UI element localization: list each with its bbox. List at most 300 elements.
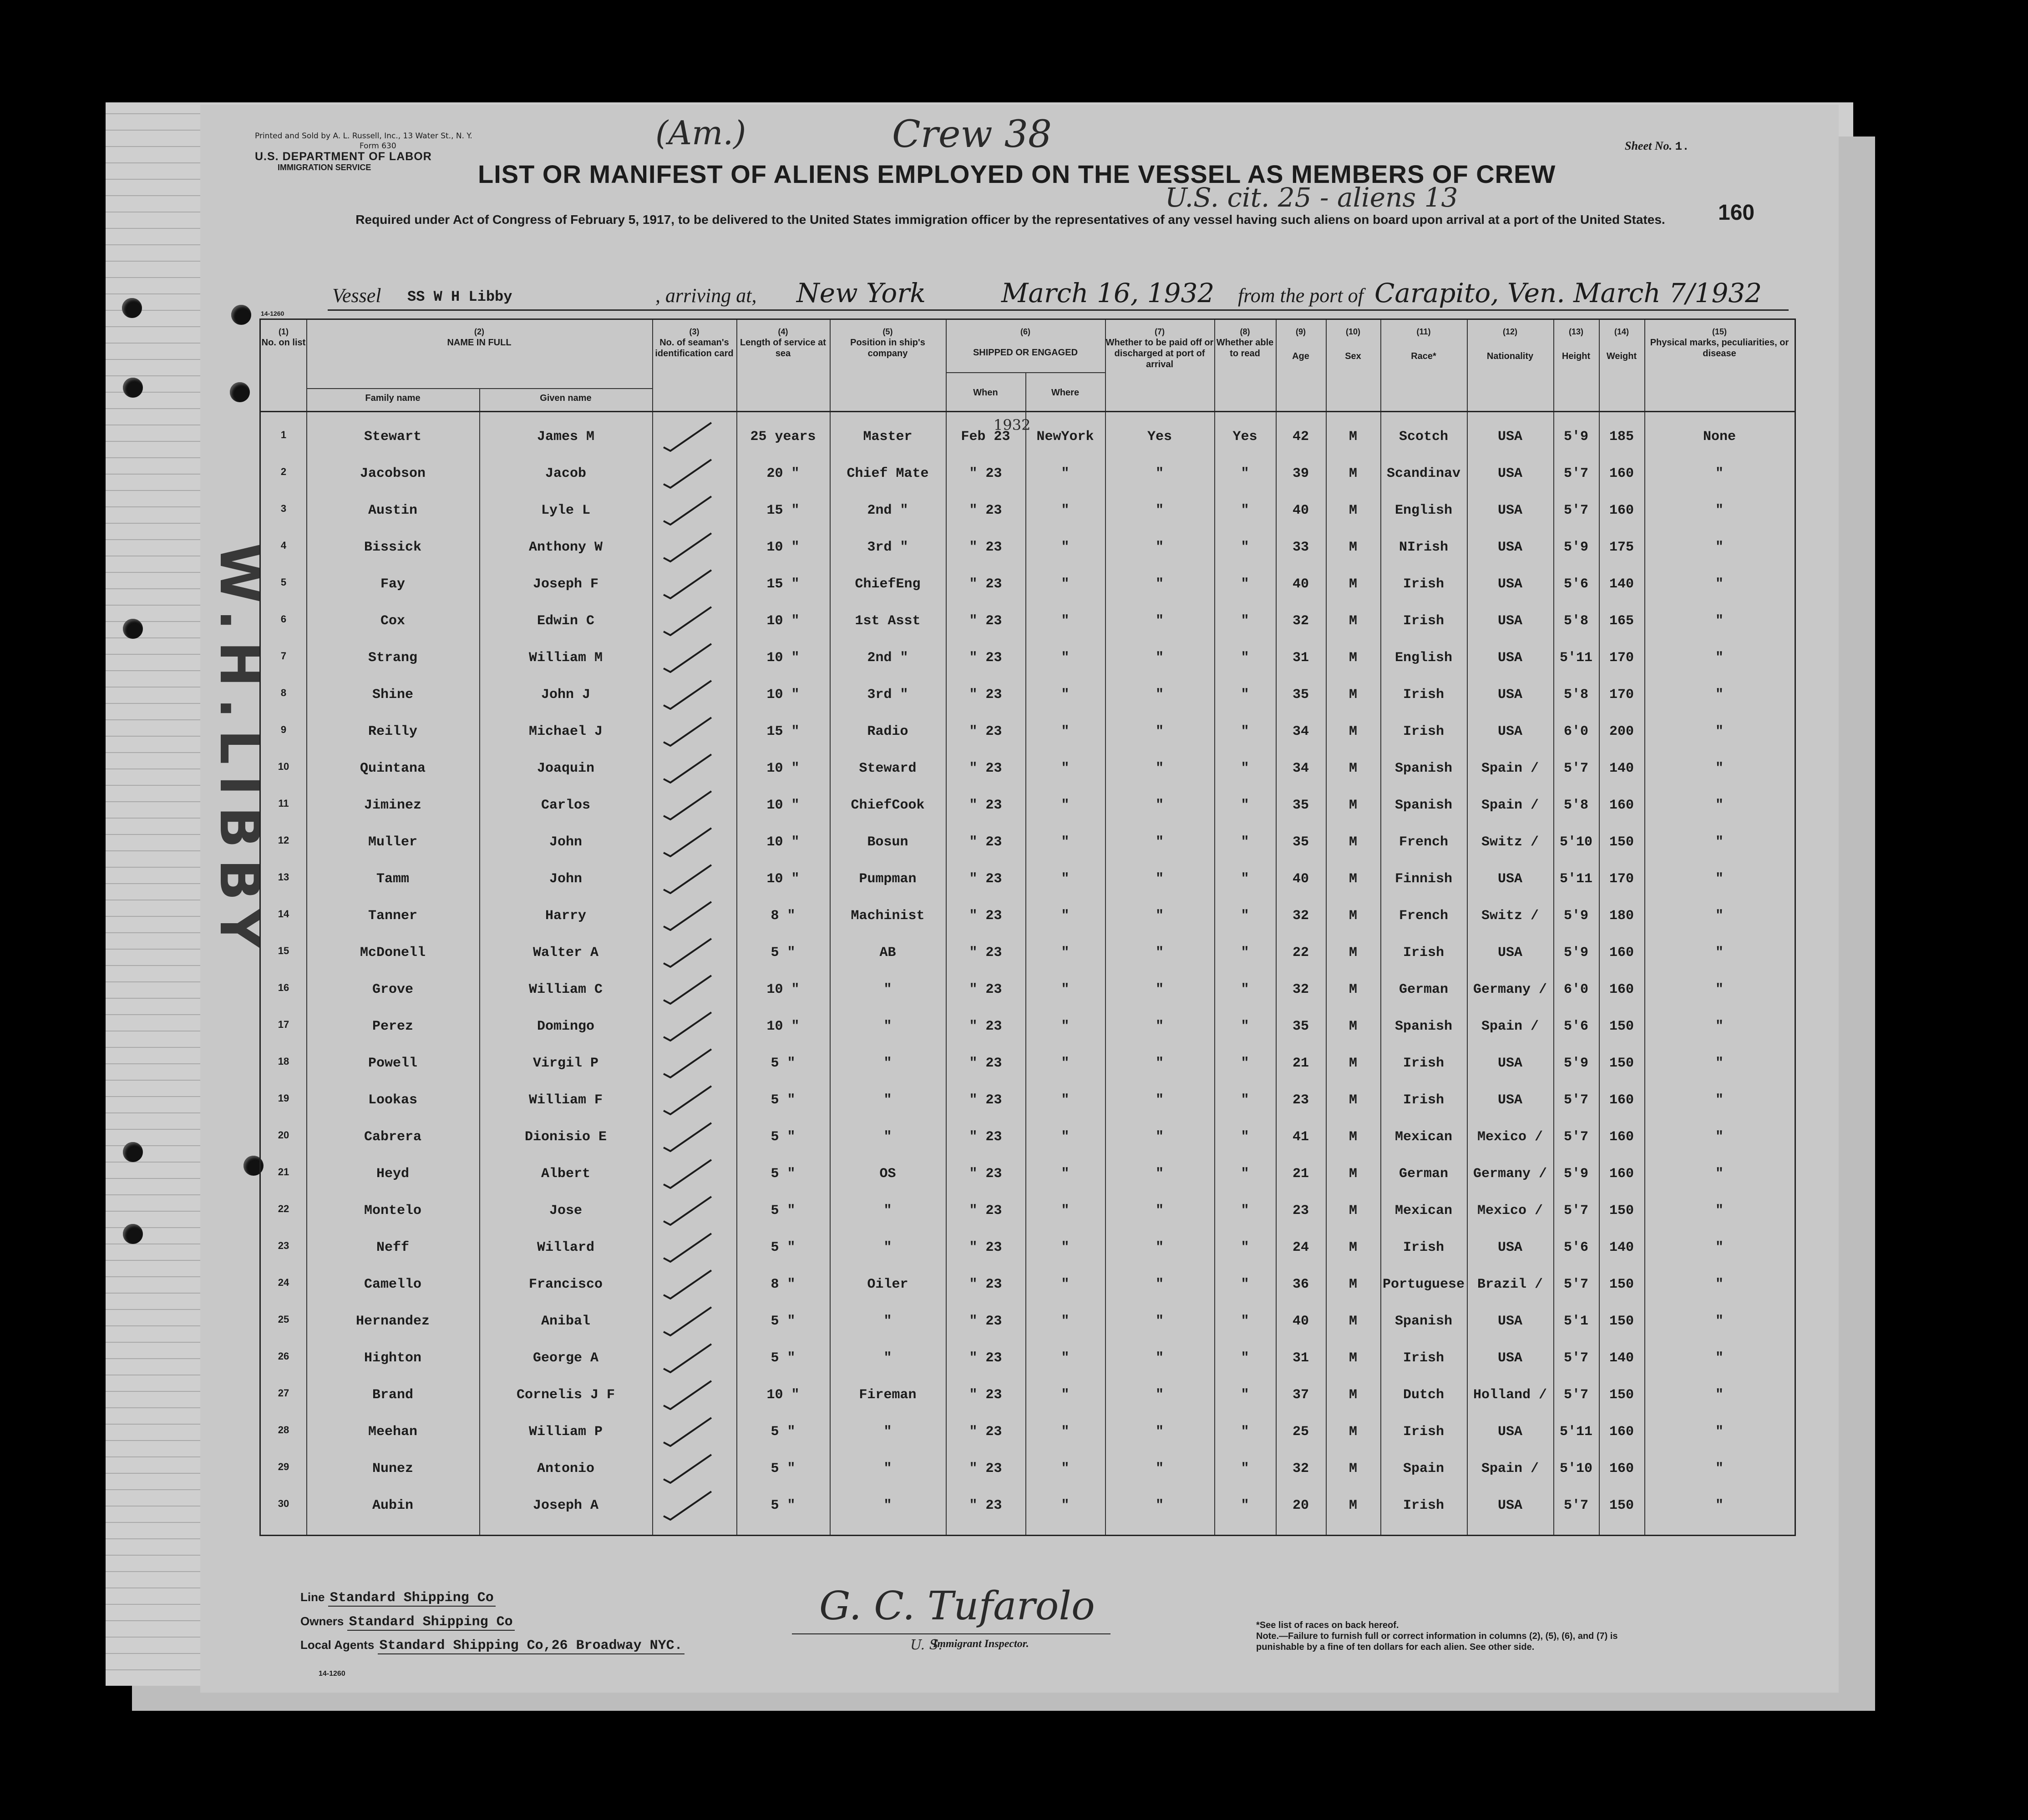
cell-read: " (1241, 798, 1249, 813)
check-mark-icon (657, 1451, 716, 1484)
sheet-number: Sheet No. 1. (1625, 139, 1689, 153)
cell-nationality: USA (1497, 576, 1522, 592)
cell-sex: M (1349, 503, 1357, 518)
cell-given: John (549, 871, 582, 887)
cell-given: Cornelis J F (516, 1387, 615, 1403)
cell-height: 5'7 (1563, 1277, 1588, 1292)
cell-position: AB (879, 945, 896, 961)
check-mark-icon (657, 1267, 716, 1299)
cell-marks: " (1715, 871, 1724, 887)
cell-age: 32 (1292, 908, 1309, 924)
check-mark-icon (657, 972, 716, 1005)
cell-sex: M (1349, 1498, 1357, 1513)
cell-when: " 23 (969, 1387, 1002, 1403)
cell-marks: None (1703, 429, 1736, 445)
cell-sex: M (1349, 1203, 1357, 1218)
cell-read: " (1241, 724, 1249, 739)
cell-no: 10 (278, 761, 289, 772)
cell-given: William C (528, 982, 603, 997)
cell-given: Willard (537, 1240, 595, 1255)
cell-where: " (1061, 1019, 1070, 1034)
cell-no: 4 (280, 540, 287, 551)
cell-weight: 170 (1609, 650, 1634, 666)
cell-no: 27 (278, 1387, 289, 1399)
cell-when: " 23 (969, 834, 1002, 850)
cell-nationality: Mexico / (1477, 1203, 1543, 1218)
cell-family: Shine (372, 687, 413, 703)
cell-paid: " (1155, 1240, 1164, 1255)
cell-no: 1 (280, 429, 287, 440)
cell-family: Brand (372, 1387, 413, 1403)
cell-weight: 140 (1609, 1240, 1634, 1255)
table-row (261, 825, 1795, 862)
cell-where: " (1061, 1424, 1070, 1440)
binder-hole (230, 382, 250, 402)
binder-hole (123, 1142, 143, 1162)
col-height-header: (13) Height (1562, 327, 1591, 361)
cell-weight: 170 (1609, 687, 1634, 703)
cell-weight: 140 (1609, 761, 1634, 776)
cell-height: 5'7 (1563, 503, 1588, 518)
arrival-date: March 16, 1932 (1001, 278, 1215, 308)
cell-when: " 23 (969, 908, 1002, 924)
cell-given: Michael J (528, 724, 603, 739)
cell-paid: " (1155, 576, 1164, 592)
cell-no: 14 (278, 908, 289, 920)
table-row (261, 1452, 1795, 1489)
cell-age: 42 (1292, 429, 1309, 445)
cell-where: " (1061, 687, 1070, 703)
cell-position: " (883, 1498, 892, 1513)
cell-service: 5 " (771, 1129, 796, 1145)
check-mark-icon (657, 566, 716, 599)
cell-no: 17 (278, 1019, 289, 1030)
cell-no: 2 (280, 466, 287, 477)
cell-weight: 200 (1609, 724, 1634, 739)
table-row (261, 862, 1795, 899)
cell-no: 20 (278, 1129, 289, 1141)
cell-weight: 150 (1609, 1203, 1634, 1218)
cell-weight: 150 (1609, 1498, 1634, 1513)
col-shipped-header: (6) SHIPPED OR ENGAGED (973, 327, 1078, 358)
cell-weight: 150 (1609, 1387, 1634, 1403)
cell-service: 15 " (766, 503, 800, 518)
cell-sex: M (1349, 1461, 1357, 1476)
cell-height: 5'8 (1563, 798, 1588, 813)
cell-age: 40 (1292, 503, 1309, 518)
cell-read: " (1241, 687, 1249, 703)
cell-where: " (1061, 613, 1070, 629)
cell-service: 10 " (766, 761, 800, 776)
vessel-label: Vessel (332, 284, 381, 307)
cell-read: " (1241, 1387, 1249, 1403)
cell-height: 5'7 (1563, 761, 1588, 776)
cell-family: Austin (368, 503, 418, 518)
cell-paid: " (1155, 908, 1164, 924)
cell-no: 13 (278, 871, 289, 883)
cell-marks: " (1715, 1240, 1724, 1255)
cell-family: Fay (380, 576, 405, 592)
cell-position: Bosun (867, 834, 908, 850)
cell-no: 24 (278, 1277, 289, 1288)
cell-position: 2nd " (867, 503, 908, 518)
cell-age: 21 (1292, 1166, 1309, 1182)
cell-family: Muller (368, 834, 418, 850)
cell-family: Meehan (368, 1424, 418, 1440)
cell-given: Dionisio E (524, 1129, 607, 1145)
cell-height: 5'6 (1563, 1240, 1588, 1255)
cell-when: " 23 (969, 1166, 1002, 1182)
cell-no: 23 (278, 1240, 289, 1251)
cell-where: " (1061, 1350, 1070, 1366)
cell-age: 23 (1292, 1203, 1309, 1218)
cell-no: 18 (278, 1056, 289, 1067)
cell-height: 5'7 (1563, 1387, 1588, 1403)
cell-age: 35 (1292, 798, 1309, 813)
cell-nationality: Switz / (1481, 834, 1539, 850)
cell-no: 3 (280, 503, 287, 514)
cell-when: " 23 (969, 1056, 1002, 1071)
cell-where: " (1061, 1461, 1070, 1476)
manifest-title: LIST OR MANIFEST OF ALIENS EMPLOYED ON THE VESSEL AS MEMBERS OF CREW (478, 160, 1556, 188)
cell-nationality: USA (1497, 1056, 1522, 1071)
col-family-header: Family name (365, 393, 421, 403)
cell-height: 5'6 (1563, 1019, 1588, 1034)
cell-when: " 23 (969, 1019, 1002, 1034)
cell-sex: M (1349, 1129, 1357, 1145)
cell-when: " 23 (969, 1203, 1002, 1218)
cell-position: Oiler (867, 1277, 908, 1292)
check-mark-icon (657, 1082, 716, 1115)
col-paid-header: (7) Whether to be paid off or discharged at port of arrival (1105, 327, 1214, 369)
cell-age: 23 (1292, 1092, 1309, 1108)
cell-position: Machinist (851, 908, 925, 924)
cell-race: Scotch (1399, 429, 1449, 445)
cell-age: 39 (1292, 466, 1309, 481)
table-row (261, 531, 1795, 567)
binder-hole (123, 619, 143, 639)
cell-read: " (1241, 650, 1249, 666)
cell-position: 1st Asst (855, 613, 921, 629)
cell-height: 5'7 (1563, 1129, 1588, 1145)
check-mark-icon (657, 824, 716, 857)
cell-paid: " (1155, 798, 1164, 813)
col-position-header: (5) Position in ship's company (850, 327, 925, 359)
cell-where: " (1061, 724, 1070, 739)
cell-race: English (1394, 650, 1453, 666)
cell-age: 21 (1292, 1056, 1309, 1071)
check-mark-icon (657, 714, 716, 747)
cell-nationality: USA (1497, 871, 1522, 887)
cell-height: 5'10 (1559, 834, 1592, 850)
cell-marks: " (1715, 466, 1724, 481)
col-no-header: (1) No. on list (261, 327, 306, 348)
col-age-header: (9) Age (1292, 327, 1309, 361)
col-name-header: (2) NAME IN FULL (447, 327, 512, 348)
cell-weight: 150 (1609, 1019, 1634, 1034)
binder-hole (123, 378, 143, 398)
cell-service: 15 " (766, 724, 800, 739)
cell-when: " 23 (969, 1424, 1002, 1440)
cell-when: " 23 (969, 650, 1002, 666)
cell-service: 15 " (766, 576, 800, 592)
col-card-header: (3) No. of seaman's identification card (655, 327, 734, 359)
cell-race: Spanish (1394, 798, 1453, 813)
table-row (261, 1083, 1795, 1120)
cell-when: " 23 (969, 945, 1002, 961)
line-field: Line Standard Shipping Co (300, 1590, 496, 1606)
cell-marks: " (1715, 982, 1724, 997)
cell-where: " (1061, 1092, 1070, 1108)
cell-nationality: USA (1497, 1424, 1522, 1440)
cell-where: " (1061, 1056, 1070, 1071)
cell-nationality: Spain / (1481, 761, 1539, 776)
cell-when: " 23 (969, 576, 1002, 592)
cell-family: Heyd (376, 1166, 409, 1182)
cell-race: NIrish (1399, 540, 1449, 555)
cell-read: " (1241, 1314, 1249, 1329)
cell-age: 32 (1292, 613, 1309, 629)
cell-sex: M (1349, 982, 1357, 997)
cell-no: 29 (278, 1461, 289, 1472)
cell-race: Irish (1403, 576, 1444, 592)
cell-age: 34 (1292, 761, 1309, 776)
cell-race: Spanish (1394, 1019, 1453, 1034)
table-row (261, 604, 1795, 641)
cell-sex: M (1349, 724, 1357, 739)
cell-race: Finnish (1394, 871, 1453, 887)
signature-line (792, 1633, 1110, 1634)
cell-family: Tamm (376, 871, 409, 887)
cell-sex: M (1349, 1240, 1357, 1255)
cell-given: Joaquin (537, 761, 595, 776)
cell-position: " (883, 982, 892, 997)
check-mark-icon (657, 456, 716, 489)
cell-service: 5 " (771, 1424, 796, 1440)
cell-marks: " (1715, 1019, 1724, 1034)
table-row (261, 1046, 1795, 1083)
cell-where: " (1061, 871, 1070, 887)
check-mark-icon (657, 603, 716, 636)
cell-service: 10 " (766, 1019, 800, 1034)
cell-sex: M (1349, 1056, 1357, 1071)
cell-paid: " (1155, 1092, 1164, 1108)
cell-family: Montelo (364, 1203, 422, 1218)
check-mark-icon (657, 530, 716, 562)
check-mark-icon (657, 1377, 716, 1410)
cell-paid: " (1155, 1019, 1164, 1034)
cell-position: " (883, 1129, 892, 1145)
cell-family: McDonell (360, 945, 426, 961)
cell-age: 34 (1292, 724, 1309, 739)
department: U.S. DEPARTMENT OF LABOR (255, 150, 432, 163)
cell-race: Spanish (1394, 761, 1453, 776)
cell-read: " (1241, 871, 1249, 887)
cell-age: 40 (1292, 871, 1309, 887)
table-row (261, 678, 1795, 715)
table-row (261, 1378, 1795, 1415)
cell-service: 10 " (766, 798, 800, 813)
cell-nationality: Mexico / (1477, 1129, 1543, 1145)
cell-paid: " (1155, 1350, 1164, 1366)
cell-service: 10 " (766, 834, 800, 850)
cell-given: Jacob (545, 466, 586, 481)
cell-when: " 23 (969, 1240, 1002, 1255)
inspector-label: Immigrant Inspector. (933, 1638, 1029, 1650)
cell-height: 5'8 (1563, 613, 1588, 629)
cell-no: 30 (278, 1498, 289, 1509)
cell-paid: " (1155, 1166, 1164, 1182)
cell-no: 11 (278, 798, 289, 809)
table-row (261, 789, 1795, 825)
from-port: Carapito, Ven. March 7/1932 (1374, 278, 1762, 308)
cell-nationality: USA (1497, 945, 1522, 961)
cell-nationality: USA (1497, 1240, 1522, 1255)
table-row (261, 1489, 1795, 1526)
cell-sex: M (1349, 1277, 1357, 1292)
cell-height: 5'11 (1559, 1424, 1592, 1440)
table-row (261, 1304, 1795, 1341)
cell-height: 5'10 (1559, 1461, 1592, 1476)
cell-age: 22 (1292, 945, 1309, 961)
cell-read: " (1241, 1092, 1249, 1108)
handwritten-am: (Am.) (655, 114, 746, 152)
table-row (261, 1010, 1795, 1046)
cell-marks: " (1715, 1498, 1724, 1513)
check-mark-icon (657, 1119, 716, 1152)
table-row (261, 1268, 1795, 1304)
cell-weight: 160 (1609, 1129, 1634, 1145)
cell-family: Tanner (368, 908, 418, 924)
cell-paid: " (1155, 1387, 1164, 1403)
arriving-label: , arriving at, (655, 284, 757, 307)
cell-given: Anthony W (528, 540, 603, 555)
cell-race: Irish (1403, 1350, 1444, 1366)
cell-no: 25 (278, 1314, 289, 1325)
cell-read: " (1241, 1424, 1249, 1440)
cell-weight: 170 (1609, 871, 1634, 887)
cell-height: 5'9 (1563, 429, 1588, 445)
cell-marks: " (1715, 798, 1724, 813)
cell-where: NewYork (1036, 429, 1094, 445)
cell-position: " (883, 1424, 892, 1440)
cell-service: 10 " (766, 650, 800, 666)
cell-race: Irish (1403, 724, 1444, 739)
col-weight-header: (14) Weight (1606, 327, 1637, 361)
cell-marks: " (1715, 1461, 1724, 1476)
cell-paid: " (1155, 871, 1164, 887)
cell-height: 5'9 (1563, 908, 1588, 924)
form-code: 14-1260 (319, 1670, 345, 1678)
table-row (261, 1120, 1795, 1157)
cell-weight: 160 (1609, 1461, 1634, 1476)
cell-no: 22 (278, 1203, 289, 1214)
us-mark: U. S. (910, 1637, 943, 1653)
cell-no: 8 (280, 687, 287, 698)
cell-height: 5'7 (1563, 466, 1588, 481)
cell-read: " (1241, 1240, 1249, 1255)
cell-nationality: USA (1497, 687, 1522, 703)
cell-weight: 150 (1609, 1056, 1634, 1071)
cell-weight: 160 (1609, 945, 1634, 961)
cell-race: Irish (1403, 1240, 1444, 1255)
inspector-signature: G. C. Tufarolo (819, 1583, 1095, 1629)
cell-given: Joseph A (532, 1498, 599, 1513)
check-mark-icon (657, 898, 716, 931)
cell-marks: " (1715, 945, 1724, 961)
side-stamp: W.H.LIBBY (207, 542, 271, 959)
cell-when: " 23 (969, 982, 1002, 997)
cell-race: Irish (1403, 613, 1444, 629)
cell-race: French (1399, 834, 1449, 850)
cell-height: 5'7 (1563, 1350, 1588, 1366)
cell-no: 16 (278, 982, 289, 993)
cell-given: Virgil P (532, 1056, 599, 1071)
cell-given: Anibal (541, 1314, 591, 1329)
cell-position: Chief Mate (847, 466, 929, 481)
cell-family: Quintana (360, 761, 426, 776)
cell-marks: " (1715, 503, 1724, 518)
cell-read: " (1241, 834, 1249, 850)
cell-marks: " (1715, 687, 1724, 703)
cell-weight: 150 (1609, 1277, 1634, 1292)
cell-paid: " (1155, 1203, 1164, 1218)
cell-where: " (1061, 908, 1070, 924)
cell-nationality: Holland / (1473, 1387, 1547, 1403)
col-marks-header: (15) Physical marks, peculiarities, or disease (1650, 327, 1789, 359)
cell-height: 6'0 (1563, 724, 1588, 739)
col-where-header: Where (1051, 388, 1080, 398)
cell-when: " 23 (969, 724, 1002, 739)
cell-family: Grove (372, 982, 413, 997)
cell-paid: " (1155, 724, 1164, 739)
cell-position: " (883, 1056, 892, 1071)
cell-marks: " (1715, 1166, 1724, 1182)
cell-nationality: USA (1497, 503, 1522, 518)
cell-where: " (1061, 982, 1070, 997)
cell-given: William F (528, 1092, 603, 1108)
cell-position: 3rd " (867, 540, 908, 555)
table-row (261, 936, 1795, 973)
cell-paid: " (1155, 1424, 1164, 1440)
cell-race: Mexican (1394, 1203, 1453, 1218)
cell-service: 5 " (771, 1498, 796, 1513)
cell-height: 5'7 (1563, 1203, 1588, 1218)
cell-race: Spanish (1394, 1314, 1453, 1329)
check-mark-icon (657, 1009, 716, 1041)
cell-family: Lookas (368, 1092, 418, 1108)
table-row (261, 567, 1795, 604)
check-mark-icon (657, 751, 716, 784)
cell-when: " 23 (969, 687, 1002, 703)
cell-where: " (1061, 834, 1070, 850)
cell-read: " (1241, 576, 1249, 592)
table-row (261, 973, 1795, 1010)
cell-race: German (1399, 982, 1449, 997)
cell-sex: M (1349, 945, 1357, 961)
table-row (261, 494, 1795, 531)
cell-given: Harry (545, 908, 586, 924)
cell-when: " 23 (969, 613, 1002, 629)
cell-service: 5 " (771, 1203, 796, 1218)
cell-marks: " (1715, 650, 1724, 666)
cell-given: William P (528, 1424, 603, 1440)
cell-nationality: Switz / (1481, 908, 1539, 924)
cell-age: 36 (1292, 1277, 1309, 1292)
cell-paid: " (1155, 1056, 1164, 1071)
cell-read: " (1241, 1277, 1249, 1292)
cell-where: " (1061, 1387, 1070, 1403)
